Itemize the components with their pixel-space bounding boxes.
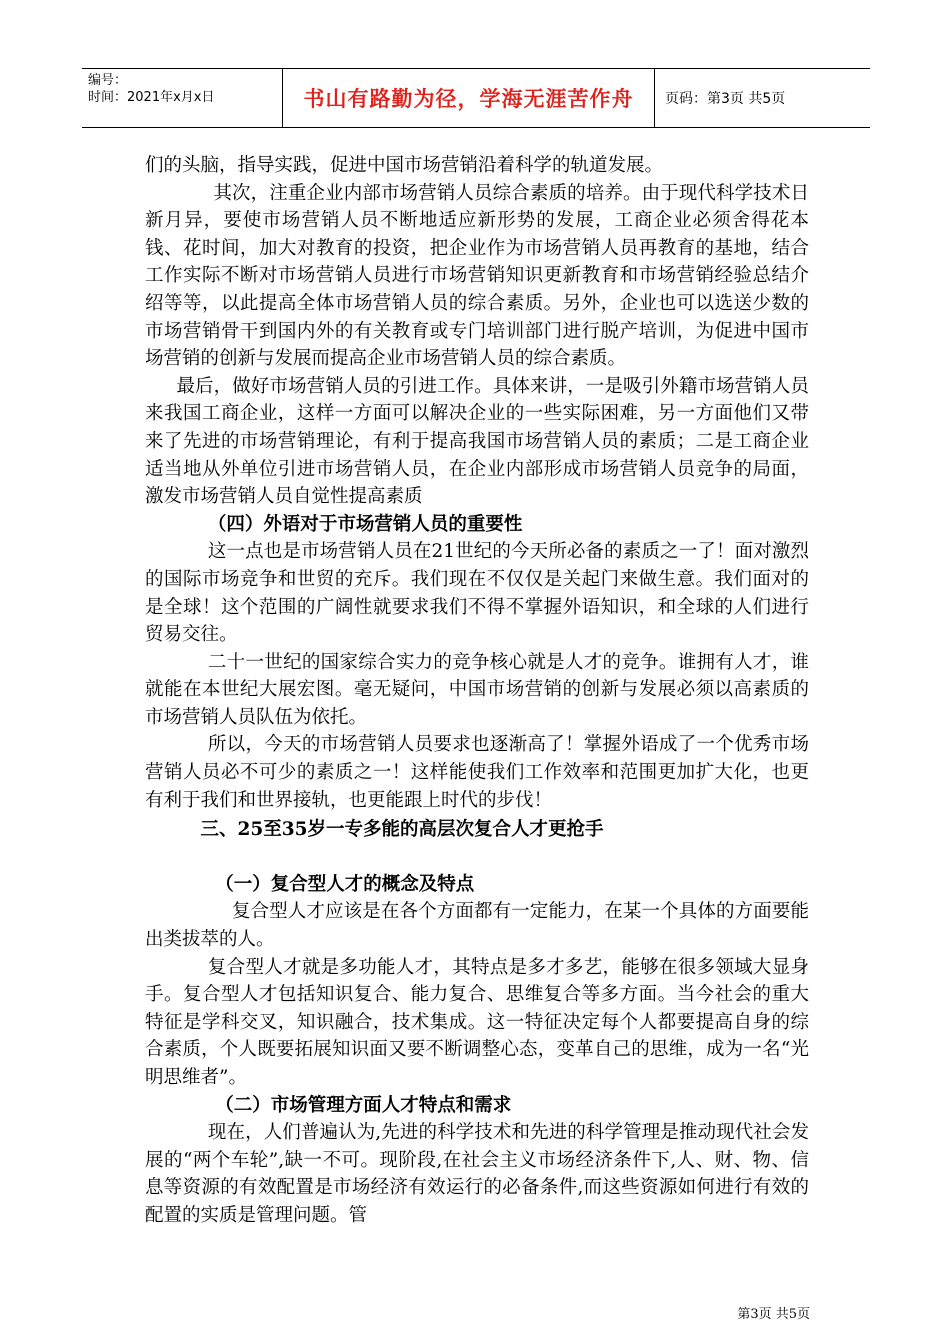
header-page-number: 页码：第3页 共5页 xyxy=(665,91,786,107)
paragraph-composite-features: 复合型人才就是多功能人才，其特点是多才多艺，能够在很多领域大显身手。复合型人才包括知识复合、能力复合、思维复合等多方面。当今社会的重大特征是学科交叉，知识融合，技术集成。这一特征决定每个人都要提高自身的综合素质，个人既要拓展知识面又要不断调整心态，变革自己的思维，成为一名“光明思维者”。 xyxy=(145,956,809,1088)
heading-foreign-language: （四）外语对于市场营销人员的重要性 xyxy=(207,513,523,535)
header-motto: 书山有路勤为径，学海无涯苦作舟 xyxy=(283,69,655,127)
page-footer: 第3页 共5页 xyxy=(737,1307,810,1322)
paragraph-composite-definition: 复合型人才应该是在各个方面都有一定能力，在某一个具体的方面要能出类拔萃的人。 xyxy=(145,901,809,951)
document-time-label: 时间：2021年x月x日 xyxy=(88,90,215,105)
paragraph-requirements: 所以，今天的市场营销人员要求也逐渐高了！掌握外语成了一个优秀市场营销人员必不可少的素质之一！这样能使我们工作效率和范围更加扩大化，也更有利于我们和世界接轨，也更能跟上时代的步伐！ xyxy=(145,734,809,811)
paragraph-language-importance: 这一点也是市场营销人员在21世纪的今天所必备的素质之一了！面对激烈的国际市场竞争和世贸的充斥。我们现在不仅仅是关起门来做生意。我们面对的是全球！这个范围的广阔性就要求我们不得不掌握外语知识，和全球的人们进行贸易交往。 xyxy=(145,541,809,646)
section-heading-three: 三、25至35岁一专多能的高层次复合人才更抢手 xyxy=(200,819,604,841)
paragraph-recruitment: 最后，做好市场营销人员的引进工作。具体来讲，一是吸引外籍市场营销人员来我国工商企业，这样一方面可以解决企业的一些实际困难，另一方面他们又带来了先进的市场营销理论，有利于提高我国市场营销人员的素质；二是工商企业适当地从外单位引进市场营销人员，在企业内部形成市场营销人员竞争的局面，激发市场营销人员自觉性提高素质 xyxy=(145,375,809,508)
paragraph-management: 现在，人们普遍认为,先进的科学技术和先进的科学管理是推动现代社会发展的“两个车轮”,缺一不可。现阶段,在社会主义市场经济条件下,人、财、物、信息等资源的有效配置是市场经济有效运行的必备条件,而这些资源如何进行有效的配置的实质是管理问题。管 xyxy=(145,1122,809,1226)
paragraph-continuation: 们的头脑，指导实践，促进中国市场营销沿着科学的轨道发展。 xyxy=(145,155,664,176)
document-number-label: 编号： xyxy=(88,73,128,88)
heading-composite-talent: （一）复合型人才的概念及特点 xyxy=(215,873,475,895)
heading-market-management: （二）市场管理方面人才特点和需求 xyxy=(215,1094,512,1116)
paragraph-talent-competition: 二十一世纪的国家综合实力的竞争核心就是人才的竞争。谁拥有人才，谁就能在本世纪大展宏图。毫无疑问，中国市场营销的创新与发展必须以高素质的市场营销人员队伍为依托。 xyxy=(145,651,809,728)
document-body xyxy=(145,152,809,1230)
header-meta xyxy=(82,69,283,127)
paragraph-training: 其次，注重企业内部市场营销人员综合素质的培养。由于现代科学技术日新月异，要使市场营销人员不断地适应新形势的发展，工商企业必须舍得花本钱、花时间，加大对教育的投资，把企业作为市场营销人员再教育的基地，结合工作实际不断对市场营销人员进行市场营销知识更新教育和市场营销经验总结介绍等等，以此提高全体市场营销人员的综合素质。另外，企业也可以选送少数的市场营销骨干到国内外的有关教育或专门培训部门进行脱产培训，为促进中国市场营销的创新与发展而提高企业市场营销人员的综合素质。 xyxy=(145,182,809,370)
page-header xyxy=(82,68,870,128)
